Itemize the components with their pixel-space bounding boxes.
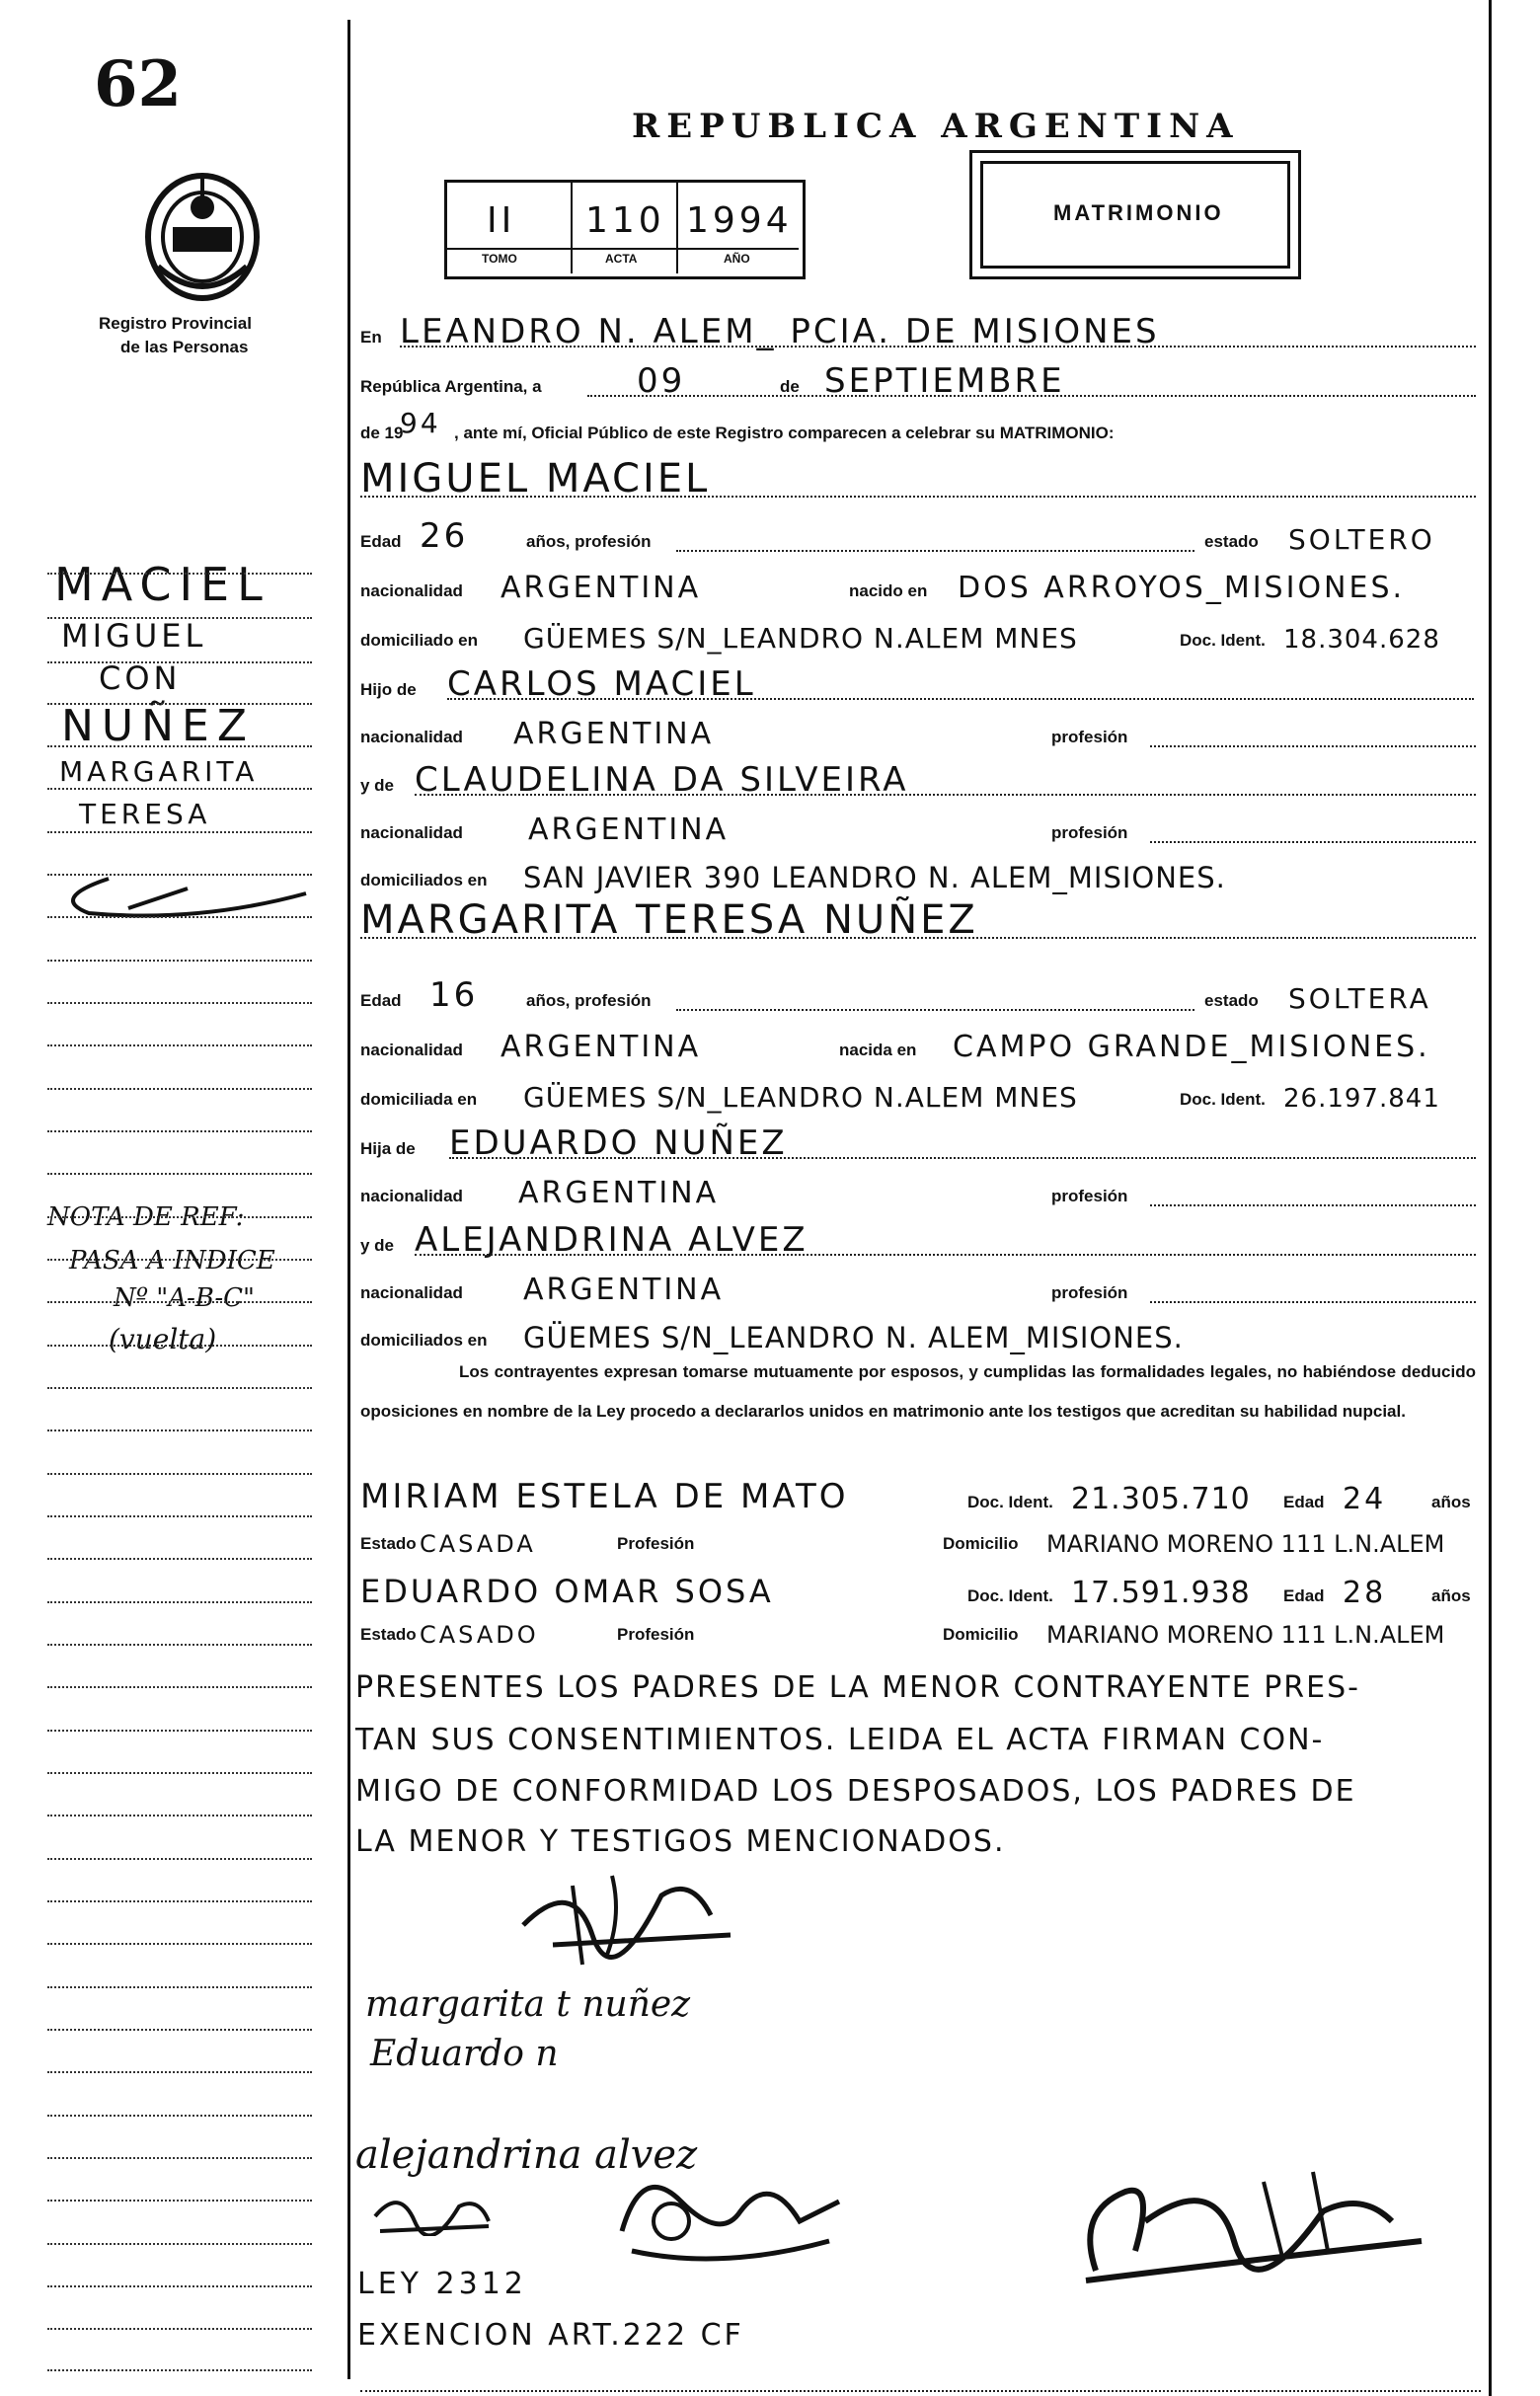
bride-domicile: GÜEMES S/N_LEANDRO N.ALEM MNES <box>523 1081 1078 1114</box>
margin-rule <box>47 1558 312 1560</box>
de-label: de <box>780 377 800 396</box>
doc-ident-label: Doc. Ident. <box>1180 631 1266 650</box>
groom-parents-domicile: SAN JAVIER 390 LEANDRO N. ALEM_MISIONES. <box>523 861 1226 894</box>
margin-rule <box>47 1130 312 1132</box>
bride-mother-row <box>360 1222 1481 1260</box>
margin-rule <box>47 573 312 575</box>
groom-doc: 18.304.628 <box>1283 625 1440 655</box>
declaration-paragraph: Los contrayentes expresan tomarse mutuamente por esposos, y cumplidas las formalidades legales, no habiéndose deducido oposiciones en nombre de la Ley procedo a declararlos unidos en matrimonio ante los testigos que acreditan su habilidad nupcial. <box>360 1362 1476 1421</box>
margin-rule <box>47 1644 312 1646</box>
bride-mother: ALEJANDRINA ALVEZ <box>415 1220 808 1260</box>
groom-domicile: GÜEMES S/N_LEANDRO N.ALEM MNES <box>523 622 1078 655</box>
margin-rule <box>47 1900 312 1902</box>
witness2-detail-row <box>360 1611 1481 1649</box>
bride-age: 16 <box>429 975 479 1015</box>
nacionalidad-label: nacionalidad <box>360 1187 463 1205</box>
groom-mother-dots <box>415 794 1476 796</box>
place-row <box>360 314 1481 351</box>
right-margin-rule <box>1489 0 1492 2396</box>
anos-profesion-label: años, profesión <box>526 532 652 551</box>
groom-father-nat-row <box>360 714 1481 751</box>
footer-exemption: EXENCION ART.222 CF <box>357 2318 744 2353</box>
witness1-domicilio: MARIANO MORENO 111 L.N.ALEM <box>1046 1530 1445 1558</box>
margin-name: NUÑEZ <box>61 701 255 751</box>
intro-text: , ante mí, Oficial Público de este Registro comparecen a celebrar su MATRIMONIO: <box>454 424 1115 442</box>
margin-rule <box>47 1515 312 1517</box>
edad-label: Edad <box>1283 1493 1325 1511</box>
nacionalidad-label: nacionalidad <box>360 581 463 600</box>
witness2-name-row <box>360 1565 1481 1610</box>
groom-mother: CLAUDELINA DA SILVEIRA <box>415 760 909 800</box>
officer-signature-top <box>513 1856 750 1974</box>
footer-law: LEY 2312 <box>357 2267 527 2301</box>
groom-nationality-row <box>360 568 1481 605</box>
nacionalidad-label: nacionalidad <box>360 1041 463 1059</box>
margin-rule <box>47 661 312 663</box>
page-number: 62 <box>94 47 183 121</box>
margin-rule <box>47 2157 312 2159</box>
registry-name-line2: de las Personas <box>120 338 249 356</box>
profesion-label: Profesión <box>617 1625 695 1644</box>
margin-rule <box>47 1173 312 1175</box>
margin-name: MACIEL <box>54 558 270 611</box>
margin-name: TERESA <box>79 798 211 830</box>
profesion-label: profesión <box>1051 1283 1128 1302</box>
margin-rule <box>47 960 312 962</box>
bride-father-nat-row <box>360 1173 1481 1210</box>
place-dots <box>400 346 1476 348</box>
bride-name-row <box>360 893 1481 943</box>
father-signature: Eduardo n <box>370 2034 559 2074</box>
groom-father-nationality: ARGENTINA <box>513 717 715 751</box>
margin-rule <box>47 2328 312 2330</box>
observation-line: MIGO DE CONFORMIDAD LOS DESPOSADOS, LOS PADRES DE <box>355 1774 1356 1809</box>
bride-name: MARGARITA TERESA NUÑEZ <box>360 897 978 943</box>
bride-birthplace: CAMPO GRANDE_MISIONES. <box>953 1030 1430 1064</box>
act-type-box <box>969 150 1301 279</box>
edad-label: Edad <box>360 532 402 551</box>
anos-label: años <box>1431 1586 1471 1605</box>
estado-label: estado <box>1204 532 1259 551</box>
domicilio-label: Domicilio <box>943 1534 1019 1553</box>
profesion-label: profesión <box>1051 728 1128 746</box>
groom-mother-nationality: ARGENTINA <box>528 812 730 847</box>
coat-of-arms-seal <box>138 168 267 306</box>
estado-label: Estado <box>360 1534 417 1553</box>
groom-name-row <box>360 456 1481 502</box>
bride-father: EDUARDO NUÑEZ <box>449 1123 788 1163</box>
margin-ref-note: PASA A INDICE <box>69 1246 275 1275</box>
bride-father-nationality: ARGENTINA <box>518 1176 720 1210</box>
profesion-label: profesión <box>1051 823 1128 842</box>
margin-rule <box>47 2285 312 2287</box>
domiciliado-en-label: domiciliado en <box>360 631 479 650</box>
registry-name-line1: Registro Provincial <box>99 314 252 333</box>
date-row <box>360 363 1481 401</box>
domiciliados-en-label: domiciliados en <box>360 1331 488 1350</box>
signature-rule <box>360 2361 1481 2392</box>
bride-nationality: ARGENTINA <box>500 1030 702 1064</box>
witness1-age: 24 <box>1343 1482 1387 1516</box>
bride-mother-prof-dots <box>1150 1301 1476 1303</box>
groom-age-dots <box>676 550 1194 552</box>
margin-rule <box>47 1345 312 1347</box>
groom-mother-row <box>360 762 1481 800</box>
republica-label: República Argentina, a <box>360 377 542 396</box>
bride-mother-nat-row <box>360 1270 1481 1307</box>
y-de-label: y de <box>360 1236 395 1255</box>
box-baseline <box>447 248 799 250</box>
margin-rule <box>47 1686 312 1688</box>
estado-label: estado <box>1204 991 1259 1010</box>
margin-rule <box>47 1259 312 1261</box>
witness2-domicilio: MARIANO MORENO 111 L.N.ALEM <box>1046 1621 1445 1649</box>
margin-rule <box>47 1430 312 1431</box>
witness2-name: EDUARDO OMAR SOSA <box>360 1573 774 1610</box>
bride-father-dots <box>449 1157 1476 1159</box>
witness1-doc: 21.305.710 <box>1071 1482 1251 1516</box>
margin-ref-note: Nº "A-B-C" <box>114 1283 255 1313</box>
anos-profesion-label: años, profesión <box>526 991 652 1010</box>
groom-parents-domicile-row <box>360 857 1481 894</box>
margin-rule <box>47 916 312 918</box>
left-margin-rule <box>347 20 350 2379</box>
doc-ident-label: Doc. Ident. <box>967 1493 1053 1511</box>
date-dots <box>587 395 1476 397</box>
margin-ref-note: (vuelta) <box>109 1323 217 1355</box>
margin-rule <box>47 1301 312 1303</box>
groom-father-prof-dots <box>1150 745 1476 747</box>
observation-line: LA MENOR Y TESTIGOS MENCIONADOS. <box>355 1824 1006 1859</box>
year-suffix: 94 <box>400 407 441 439</box>
margin-rule <box>47 2029 312 2031</box>
margin-rule <box>47 1216 312 1218</box>
edad-label: Edad <box>360 991 402 1010</box>
groom-birthplace: DOS ARROYOS_MISIONES. <box>958 571 1406 605</box>
day-value: 09 <box>637 361 686 401</box>
domiciliados-en-label: domiciliados en <box>360 871 488 889</box>
nacida-en-label: nacida en <box>839 1041 917 1059</box>
nacido-en-label: nacido en <box>849 581 928 600</box>
groom-name: MIGUEL MACIEL <box>360 456 711 502</box>
margin-rule <box>47 1815 312 1816</box>
margin-rule <box>47 1772 312 1774</box>
hijo-de-label: Hijo de <box>360 680 417 699</box>
margin-ref-note: NOTA DE REF: <box>47 1202 245 1232</box>
margin-rule <box>47 2071 312 2073</box>
margin-rule <box>47 874 312 876</box>
box-divider-1 <box>571 183 573 273</box>
groom-father-dots <box>447 698 1474 700</box>
margin-rule <box>47 745 312 747</box>
margin-rule <box>47 788 312 790</box>
bride-father-prof-dots <box>1150 1204 1476 1206</box>
groom-name-dots <box>360 496 1476 498</box>
bride-age-row <box>360 977 1481 1015</box>
country-title: REPUBLICA ARGENTINA <box>632 107 1240 146</box>
margin-rule <box>47 703 312 705</box>
margin-rule <box>47 1858 312 1860</box>
act-number-box <box>444 180 806 279</box>
observation-line: PRESENTES LOS PADRES DE LA MENOR CONTRAYENTE PRES- <box>355 1670 1360 1705</box>
margin-rule <box>47 1002 312 1004</box>
witness1-name-row <box>360 1471 1481 1516</box>
bride-doc: 26.197.841 <box>1283 1084 1440 1114</box>
bride-mother-dots <box>415 1254 1476 1256</box>
groom-estado: SOLTERO <box>1288 523 1435 556</box>
margin-rule <box>47 2243 312 2245</box>
bride-nationality-row <box>360 1027 1481 1064</box>
witness2-age: 28 <box>1343 1576 1387 1610</box>
bride-father-row <box>360 1125 1481 1163</box>
year-prefix: de 19 <box>360 424 404 442</box>
ano-value: 1994 <box>686 200 793 241</box>
margin-name: MIGUEL <box>61 617 207 655</box>
margin-rule <box>47 1473 312 1475</box>
groom-father-row <box>360 666 1481 704</box>
en-label: En <box>360 328 382 347</box>
act-type: MATRIMONIO <box>1053 200 1224 225</box>
margin-rule <box>47 2200 312 2202</box>
bride-estado: SOLTERA <box>1288 982 1431 1015</box>
bride-parents-domicile: GÜEMES S/N_LEANDRO N. ALEM_MISIONES. <box>523 1321 1184 1354</box>
groom-mother-prof-dots <box>1150 841 1476 843</box>
groom-domicile-row <box>360 617 1481 655</box>
domiciliada-en-label: domiciliada en <box>360 1090 478 1109</box>
margin-rule <box>47 831 312 833</box>
doc-ident-label: Doc. Ident. <box>1180 1090 1266 1109</box>
nacionalidad-label: nacionalidad <box>360 1283 463 1302</box>
groom-age-row <box>360 518 1481 556</box>
hija-de-label: Hija de <box>360 1139 416 1158</box>
anos-label: años <box>1431 1493 1471 1511</box>
bride-domicile-row <box>360 1076 1481 1114</box>
acta-label: ACTA <box>605 252 638 266</box>
groom-age: 26 <box>420 516 469 556</box>
edad-label: Edad <box>1283 1586 1325 1605</box>
profesion-label: profesión <box>1051 1187 1128 1205</box>
margin-rule <box>47 1387 312 1389</box>
bride-name-dots <box>360 937 1476 939</box>
margin-rule <box>47 2369 312 2371</box>
acta-value: 110 <box>585 200 665 241</box>
margin-rule <box>47 1088 312 1090</box>
margin-rule <box>47 1601 312 1603</box>
bride-mother-nationality: ARGENTINA <box>523 1273 725 1307</box>
bride-parents-domicile-row <box>360 1317 1481 1354</box>
observation-line: TAN SUS CONSENTIMIENTOS. LEIDA EL ACTA FIRMAN CON- <box>355 1723 1325 1757</box>
month-value: SEPTIEMBRE <box>824 361 1065 401</box>
margin-rule <box>47 2115 312 2117</box>
domicilio-label: Domicilio <box>943 1625 1019 1644</box>
margin-rule <box>47 1730 312 1732</box>
profesion-label: Profesión <box>617 1534 695 1553</box>
groom-mother-nat-row <box>360 810 1481 847</box>
nacionalidad-label: nacionalidad <box>360 728 463 746</box>
margin-rule <box>47 1986 312 1988</box>
place-value: LEANDRO N. ALEM_ PCIA. DE MISIONES <box>400 312 1160 351</box>
doc-ident-label: Doc. Ident. <box>967 1586 1053 1605</box>
tomo-value: II <box>487 200 516 241</box>
mother-signature: alejandrina alvez <box>355 2132 698 2178</box>
margin-flourish <box>49 869 316 928</box>
margin-rule <box>47 1044 312 1046</box>
bride-signature: margarita t nuñez <box>365 1984 691 2025</box>
ano-label: AÑO <box>724 252 750 266</box>
witness2-estado: CASADO <box>420 1621 539 1649</box>
margin-name: MARGARITA <box>59 755 259 788</box>
margin-rule <box>47 617 312 619</box>
witness1-estado: CASADA <box>420 1530 536 1558</box>
groom-father: CARLOS MACIEL <box>447 664 756 704</box>
estado-label: Estado <box>360 1625 417 1644</box>
margin-rule <box>47 1943 312 1945</box>
witness1-detail-row <box>360 1520 1481 1558</box>
margin-name: CON <box>99 659 182 697</box>
witness2-doc: 17.591.938 <box>1071 1576 1251 1610</box>
y-de-label: y de <box>360 776 395 795</box>
nacionalidad-label: nacionalidad <box>360 823 463 842</box>
witness1-name: MIRIAM ESTELA DE MATO <box>360 1477 849 1516</box>
box-divider-2 <box>676 183 678 273</box>
groom-nationality: ARGENTINA <box>500 571 702 605</box>
year-row <box>360 407 1481 447</box>
bride-age-dots <box>676 1009 1194 1011</box>
tomo-label: TOMO <box>482 252 517 266</box>
